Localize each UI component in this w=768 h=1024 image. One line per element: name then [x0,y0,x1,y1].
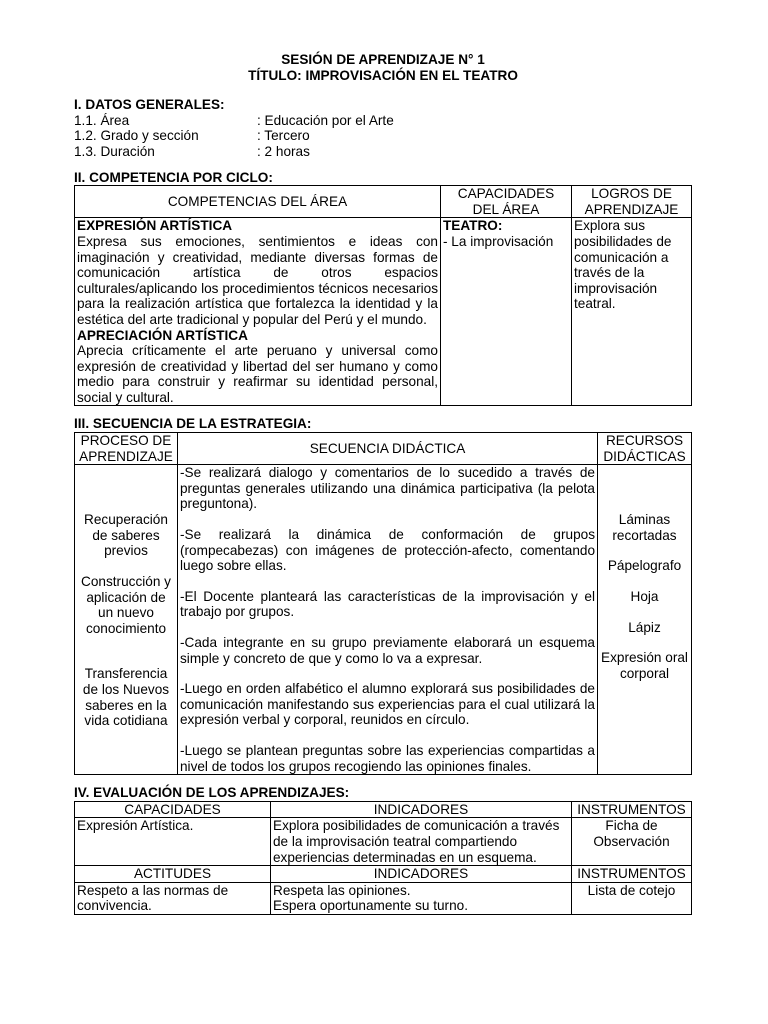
secuencia-step: -El Docente planteará las características de la improvisación y el trabajo por grupos. [180,588,595,620]
instrumento-value: Ficha de Observación [572,818,692,866]
evaluacion-table [74,801,692,915]
session-number: SESIÓN DE APRENDIZAJE N° 1 [281,52,485,67]
col-header-logros: LOGROS DE APRENDIZAJE [572,186,692,218]
section-heading-secuencia: III. SECUENCIA DE LA ESTRATEGIA: [74,416,312,432]
indicador-line: Espera oportunamente su turno. [273,898,468,914]
recurso-item: Hoja [630,589,659,605]
expresion-title: EXPRESIÓN ARTÍSTICA [77,218,233,234]
logros-cell: Explora sus posibilidades de comunicación a través de la improvisación teatral. [572,218,692,406]
document-page [74,52,692,915]
datos-key: 1.2. Grado y sección [74,128,199,144]
datos-value: : Educación por el Arte [257,112,394,128]
section-heading-datos: I. DATOS GENERALES: [74,97,225,113]
recurso-item: Expresión oral corporal [601,650,688,681]
secuencia-step: -Luego en orden alfabético el alumno explorará sus posibilidades de comunicación manifestando sus experiencias para el cual utilizará la expresión verbal y corporal, reunidos en círculo. [180,681,595,728]
col-header-actitudes: ACTITUDES [75,866,271,883]
datos-row [74,128,692,144]
expresion-text: Expresa sus emociones, sentimientos e ideas con imaginación y creatividad, mediante diversas formas de comunicación artística de otros espacios culturales/aplicando los procedimientos técnicos necesarios para la realización artística que fortalezca la identidad y la estética del arte tradicional y popular del Perú y el mundo. [77,233,438,327]
indicador-value [271,882,572,914]
secuencia-table [74,432,692,775]
col-header-instrumentos: INSTRUMENTOS [572,801,692,818]
col-header-indicadores: INDICADORES [271,801,572,818]
proceso-cell [75,465,178,775]
secuencia-step: -Se realizará dialogo y comentarios de lo sucedido a través de preguntas generales utilizando una dinámica participativa (la pelota preguntona). [180,465,595,512]
secuencia-step: -Se realizará la dinámica de conformación de grupos (rompecabezas) con imágenes de protección-afecto, comentando luego sobre ellas. [180,527,595,574]
indicador-line: Respeta las opiniones. [273,882,411,898]
indicador-value: Explora posibilidades de comunicación a través de la improvisación teatral compartiendo experiencias determinadas en un esquema. [271,818,572,866]
col-header-recursos: RECURSOS DIDÁCTICAS [598,433,692,465]
instrumento-value: Lista de cotejo [572,882,692,914]
datos-key: 1.1. Área [74,112,130,128]
col-header-proceso: PROCESO DE APRENDIZAJE [75,433,178,465]
recurso-item: Pápelografo [607,558,682,574]
recurso-item: Lápiz [628,619,661,635]
competencia-table [74,185,692,406]
section-heading-competencia: II. COMPETENCIA POR CICLO: [74,169,273,185]
proceso-item: Construcción y aplicación de un nuevo conocimiento [81,574,171,636]
col-header-capacidades: CAPACIDADES DEL ÁREA [441,186,572,218]
col-header-secuencia: SECUENCIA DIDÁCTICA [178,433,598,465]
capacidad-value: Expresión Artística. [75,818,271,866]
col-header-competencias: COMPETENCIAS DEL ÁREA [75,186,441,218]
col-header-instrumentos: INSTRUMENTOS [572,866,692,883]
secuencia-step: -Luego se plantean preguntas sobre las experiencias compartidas a nivel de todos los grupos recogiendo las opiniones finales. [180,742,595,774]
recursos-cell [598,465,692,775]
capacidad-title: TEATRO: [443,218,503,234]
col-header-indicadores: INDICADORES [271,866,572,883]
datos-key: 1.3. Duración [74,143,155,159]
secuencia-step: -Cada integrante en su grupo previamente elaborará un esquema simple y concreto de que y como lo va a expresar. [180,635,595,666]
datos-row [74,144,692,160]
apreciacion-text: Aprecia críticamente el arte peruano y universal como expresión de creatividad y libertad del ser humano y como medio para construir y reafirmar su identidad personal, social y cultural. [77,343,438,405]
datos-value: : Tercero [257,128,310,144]
proceso-item: Transferencia de los Nuevos saberes en la vida cotidiana [82,666,170,729]
page-title: TÍTULO: IMPROVISACIÓN EN EL TEATRO [248,67,518,83]
actitud-value: Respeto a las normas de convivencia. [75,882,271,914]
datos-value: : 2 horas [257,143,310,159]
datos-row [74,113,692,129]
col-header-capacidades: CAPACIDADES [75,801,271,818]
proceso-item: Recuperación de saberes previos [84,512,168,559]
recurso-item: Láminas recortadas [612,512,677,543]
apreciacion-title: APRECIACIÓN ARTÍSTICA [77,327,248,343]
competencias-cell [75,218,441,406]
section-heading-evaluacion: IV. EVALUACIÓN DE LOS APRENDIZAJES: [74,785,350,801]
capacidad-item: - La improvisación [443,233,554,249]
secuencia-cell [178,465,598,775]
capacidades-cell [441,218,572,406]
